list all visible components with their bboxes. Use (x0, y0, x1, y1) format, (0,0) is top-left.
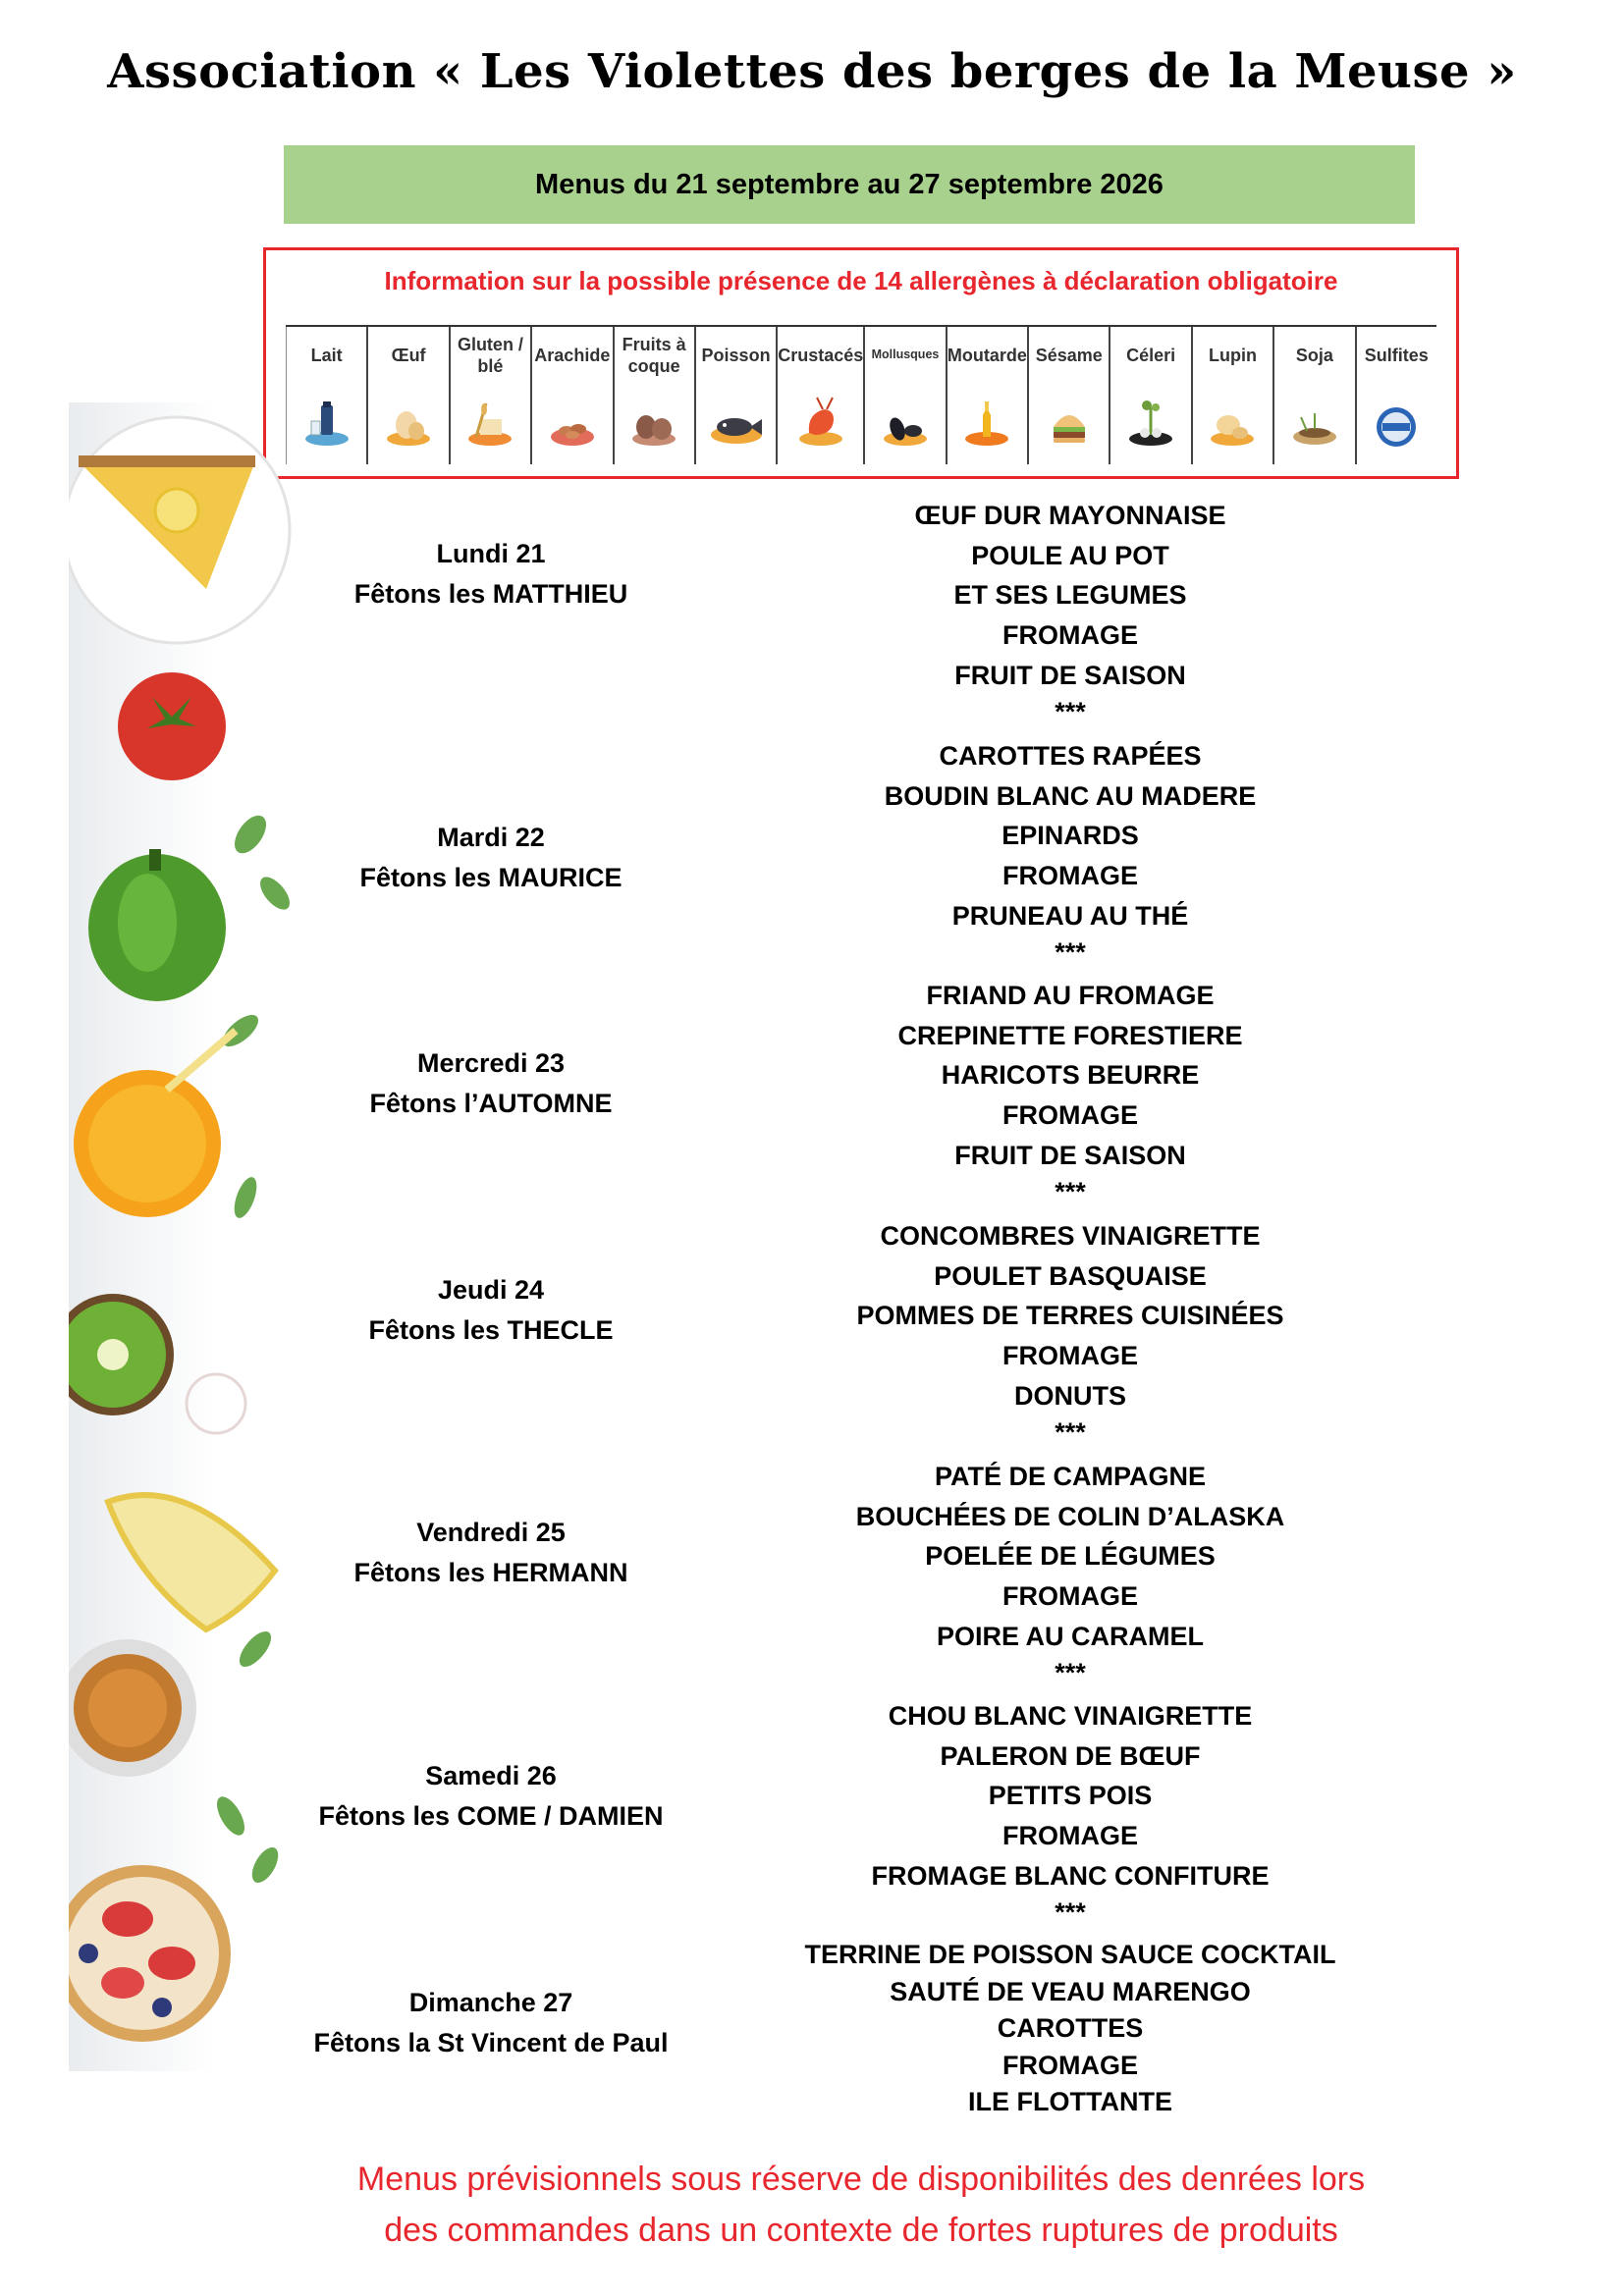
allergen-cell (449, 327, 530, 464)
menu-item: ILE FLOTTANTE (968, 2087, 1172, 2116)
menu-item: FROMAGE BLANC CONFITURE (871, 1860, 1270, 1891)
nut-icon (626, 394, 681, 449)
day-name: Mardi 22 (437, 823, 545, 852)
day-name: Dimanche 27 (408, 1988, 573, 2017)
menu-item: CAROTTES RAPÉES (939, 741, 1202, 771)
mustard-icon (959, 394, 1014, 449)
day-menu (776, 496, 1365, 727)
allergen-cell (1027, 327, 1109, 464)
allergen-cell (613, 327, 694, 464)
menu-item: BOUCHÉES DE COLIN D’ALASKA (855, 1501, 1285, 1531)
date-range-banner (284, 145, 1415, 224)
mussel-icon (878, 394, 933, 449)
menu-item: CHOU BLANC VINAIGRETTE (888, 1701, 1253, 1731)
allergen-cell (946, 327, 1027, 464)
feast-name: Fêtons l’AUTOMNE (369, 1089, 613, 1118)
day-heading (245, 1983, 736, 2063)
day-heading (245, 1513, 736, 1593)
menu-item: CAROTTES (997, 2013, 1144, 2043)
fish-icon (707, 394, 766, 449)
day-menu (776, 1216, 1365, 1448)
day-menu (776, 736, 1365, 968)
menu-item: EPINARDS (1001, 821, 1139, 851)
day-menu (776, 1937, 1365, 2121)
day-heading (245, 534, 736, 614)
menu-item: FROMAGE (1002, 2050, 1138, 2080)
menu-item: FRUIT DE SAISON (954, 1140, 1186, 1170)
shrimp-icon (793, 394, 848, 449)
menu-item: POIRE AU CARAMEL (936, 1621, 1204, 1651)
wheat-icon (462, 394, 517, 449)
menu-item: POELÉE DE LÉGUMES (925, 1541, 1216, 1572)
day-heading (245, 1043, 736, 1124)
menu-item: SAUTÉ DE VEAU MARENGO (890, 1976, 1251, 2006)
menu-item: FRIAND AU FROMAGE (926, 981, 1215, 1010)
menu-item: PETITS POIS (988, 1781, 1153, 1811)
menu-item: TERRINE DE POISSON SAUCE COCKTAIL (804, 1940, 1336, 1969)
menu-separator: *** (1055, 1657, 1086, 1687)
menu-item: HARICOTS BEURRE (941, 1060, 1200, 1091)
menu-item: POMMES DE TERRES CUISINÉES (856, 1301, 1284, 1331)
date-range-text: Menus du 21 septembre au 27 septembre 2026 (535, 168, 1164, 200)
day-heading (245, 1756, 736, 1837)
feast-name: Fêtons les THECLE (368, 1315, 614, 1345)
allergen-label: Poisson (701, 345, 771, 365)
sulfites-icon (1369, 394, 1424, 449)
allergen-cell (1191, 327, 1272, 464)
menu-item: FROMAGE (1002, 1341, 1138, 1371)
menu-item: POULET BASQUAISE (934, 1260, 1207, 1291)
celery-icon (1123, 394, 1178, 449)
footer-line: Menus prévisionnels sous réserve de disponibilités des denrées lors (356, 2161, 1366, 2198)
egg-icon (381, 394, 436, 449)
menu-item: FRUIT DE SAISON (954, 660, 1186, 690)
allergen-label: Soja (1295, 345, 1333, 365)
footer-disclaimer (147, 2154, 1575, 2256)
day-heading (245, 818, 736, 898)
menu-item: PALERON DE BŒUF (940, 1740, 1201, 1771)
day-name: Vendredi 25 (416, 1518, 566, 1547)
menu-item: PRUNEAU AU THÉ (951, 900, 1189, 931)
feast-name: Fêtons la St Vincent de Paul (313, 2028, 669, 2057)
allergen-cell (1109, 327, 1190, 464)
menu-item: ŒUF DUR MAYONNAISE (914, 501, 1226, 530)
menu-item: DONUTS (1014, 1380, 1126, 1411)
allergen-label: Sulfites (1364, 345, 1429, 365)
allergen-cell (1355, 327, 1436, 464)
allergen-cell (530, 327, 612, 464)
allergen-cell (694, 327, 776, 464)
allergen-label: Sésame (1035, 345, 1103, 365)
soy-icon (1287, 394, 1342, 449)
day-heading (245, 1270, 736, 1351)
feast-name: Fêtons les MAURICE (359, 863, 623, 892)
milk-icon (299, 394, 354, 449)
allergen-label: Arachide (534, 345, 611, 365)
menu-separator: *** (1055, 936, 1086, 967)
menu-item: PATÉ DE CAMPAGNE (934, 1462, 1206, 1491)
allergen-cell (863, 327, 945, 464)
allergen-label: Mollusques (871, 347, 940, 362)
tomato-icon (118, 672, 226, 780)
allergen-cell (286, 327, 366, 464)
peanut-icon (545, 394, 600, 449)
menu-item: FROMAGE (1002, 1821, 1138, 1851)
menu-item: FROMAGE (1002, 620, 1138, 651)
allergen-label: Céleri (1126, 345, 1176, 365)
allergen-label: Moutarde (947, 345, 1027, 365)
feast-name: Fêtons les COME / DAMIEN (318, 1801, 664, 1831)
allergen-label: Crustacés (778, 345, 864, 365)
menu-item: CREPINETTE FORESTIERE (897, 1020, 1243, 1050)
day-menu (776, 976, 1365, 1207)
allergen-cell (366, 327, 448, 464)
menu-separator: *** (1055, 1416, 1086, 1447)
page-title: Association « Les Violettes des berges de la Meuse » (107, 44, 1517, 99)
menu-item: FROMAGE (1002, 1581, 1138, 1612)
allergen-label: Lait (310, 345, 343, 365)
day-name: Mercredi 23 (416, 1048, 566, 1078)
allergen-label: Lupin (1208, 345, 1257, 365)
allergen-heading: Information sur la possible présence de 14 allergènes à déclaration obligatoire (384, 266, 1338, 295)
menu-separator: *** (1055, 696, 1086, 726)
day-menu (776, 1696, 1365, 1928)
allergen-info-box (263, 247, 1459, 479)
day-name: Lundi 21 (436, 539, 546, 568)
sesame-bun-icon (1042, 394, 1097, 449)
menu-separator: *** (1055, 1176, 1086, 1206)
day-name: Samedi 26 (425, 1761, 557, 1790)
allergen-label: Œuf (391, 345, 426, 365)
day-menu (776, 1457, 1365, 1688)
allergen-label: Fruits à coque (622, 334, 686, 376)
allergen-table (286, 325, 1436, 464)
menu-item: FROMAGE (1002, 1100, 1138, 1131)
menu-item: CONCOMBRES VINAIGRETTE (880, 1221, 1261, 1251)
feast-name: Fêtons les MATTHIEU (353, 579, 628, 609)
menu-item: POULE AU POT (971, 540, 1169, 570)
footer-line: des commandes dans un contexte de fortes ruptures de produits (384, 2212, 1338, 2249)
allergen-cell (776, 327, 863, 464)
menu-item: BOUDIN BLANC AU MADERE (884, 780, 1257, 811)
menu-item: ET SES LEGUMES (953, 580, 1187, 611)
feast-name: Fêtons les HERMANN (353, 1558, 628, 1587)
menu-separator: *** (1055, 1896, 1086, 1927)
lupin-icon (1205, 394, 1260, 449)
allergen-cell (1272, 327, 1354, 464)
allergen-label: Gluten / blé (457, 334, 523, 376)
day-name: Jeudi 24 (437, 1275, 545, 1305)
menu-item: FROMAGE (1002, 861, 1138, 891)
